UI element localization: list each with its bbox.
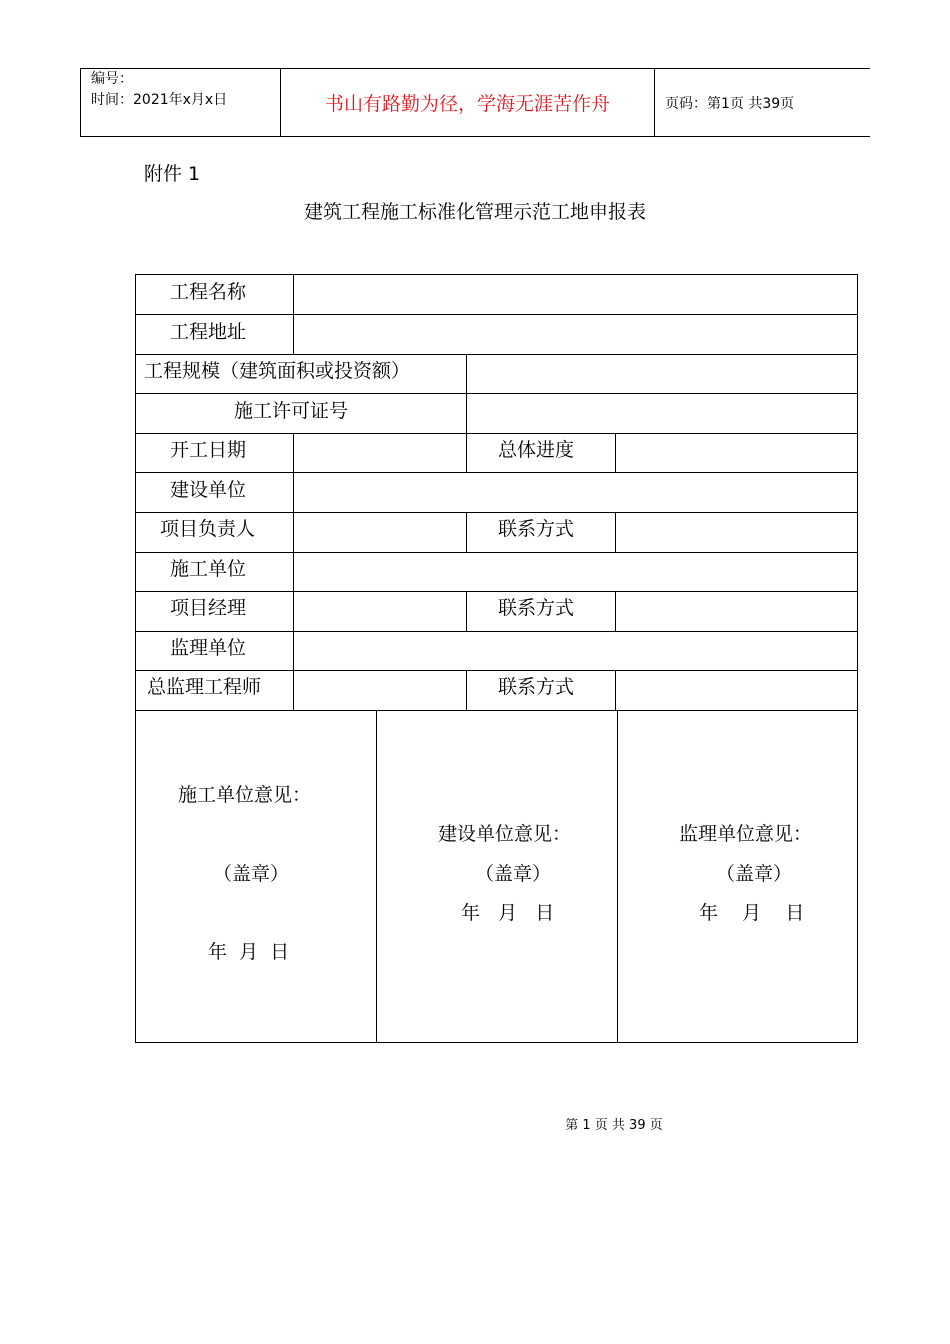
label-project-scale: 工程规模（建筑面积或投资额） <box>144 360 411 382</box>
construction-unit-field[interactable] <box>294 553 858 591</box>
label-overall-progress: 总体进度 <box>498 439 575 461</box>
supervision-unit-field[interactable] <box>294 632 858 670</box>
label-project-leader: 项目负责人 <box>160 518 256 540</box>
start-date-field[interactable] <box>294 434 466 472</box>
label-contact-method: 联系方式 <box>498 676 575 698</box>
client-date-label: 年 月 日 <box>461 902 555 924</box>
permit-number-field[interactable] <box>467 394 858 433</box>
label-construction-unit: 施工单位 <box>170 558 247 580</box>
time-label: 时间：2021年x月x日 <box>91 92 228 108</box>
column-divider <box>376 710 377 1043</box>
serial-number-label: 编号： <box>91 71 133 87</box>
contact-method-field[interactable] <box>616 513 858 552</box>
overall-progress-field[interactable] <box>616 434 858 472</box>
label-supervision-unit: 监理单位 <box>170 637 247 659</box>
supervision-date-label: 年 月 日 <box>699 902 805 924</box>
chief-supervisor-field[interactable] <box>294 671 466 710</box>
client-seal-label: （盖章） <box>475 863 552 885</box>
construction-opinion-title: 施工单位意见： <box>178 784 312 806</box>
contact-method-field[interactable] <box>616 671 858 710</box>
label-permit-number: 施工许可证号 <box>234 400 349 422</box>
application-form-table <box>135 274 858 1043</box>
label-chief-supervisor: 总监理工程师 <box>147 676 262 698</box>
page-header <box>80 68 870 137</box>
header-page-info: 页码：第1页 共39页 <box>654 69 870 136</box>
column-divider <box>466 591 467 631</box>
column-divider <box>466 433 467 473</box>
column-divider <box>617 710 618 1043</box>
label-client-unit: 建设单位 <box>170 479 247 501</box>
contact-method-field[interactable] <box>616 592 858 631</box>
project-manager-field[interactable] <box>294 592 466 631</box>
construction-date-label: 年 月 日 <box>208 941 290 963</box>
attachment-label: 附件 1 <box>144 163 201 185</box>
project-scale-field[interactable] <box>467 355 858 393</box>
column-divider <box>466 670 467 710</box>
label-project-manager: 项目经理 <box>170 597 247 619</box>
project-leader-field[interactable] <box>294 513 466 552</box>
client-unit-field[interactable] <box>294 473 858 512</box>
project-address-field[interactable] <box>294 315 858 354</box>
supervision-opinion-title: 监理单位意见： <box>679 823 813 845</box>
label-project-address: 工程地址 <box>170 321 247 343</box>
form-title: 建筑工程施工标准化管理示范工地申报表 <box>303 201 646 223</box>
label-contact-method: 联系方式 <box>498 518 575 540</box>
project-name-field[interactable] <box>294 275 858 314</box>
label-project-name: 工程名称 <box>170 281 247 303</box>
header-meta <box>80 69 281 136</box>
column-divider <box>466 512 467 552</box>
supervision-seal-label: （盖章） <box>716 863 793 885</box>
client-opinion-title: 建设单位意见： <box>438 823 572 845</box>
header-motto: 书山有路勤为径，学海无涯苦作舟 <box>324 93 610 115</box>
construction-seal-label: （盖章） <box>213 863 290 885</box>
label-contact-method: 联系方式 <box>498 597 575 619</box>
label-start-date: 开工日期 <box>170 439 247 461</box>
page-footer: 第 1 页 共 39 页 <box>565 1118 663 1133</box>
row-divider <box>136 710 858 711</box>
